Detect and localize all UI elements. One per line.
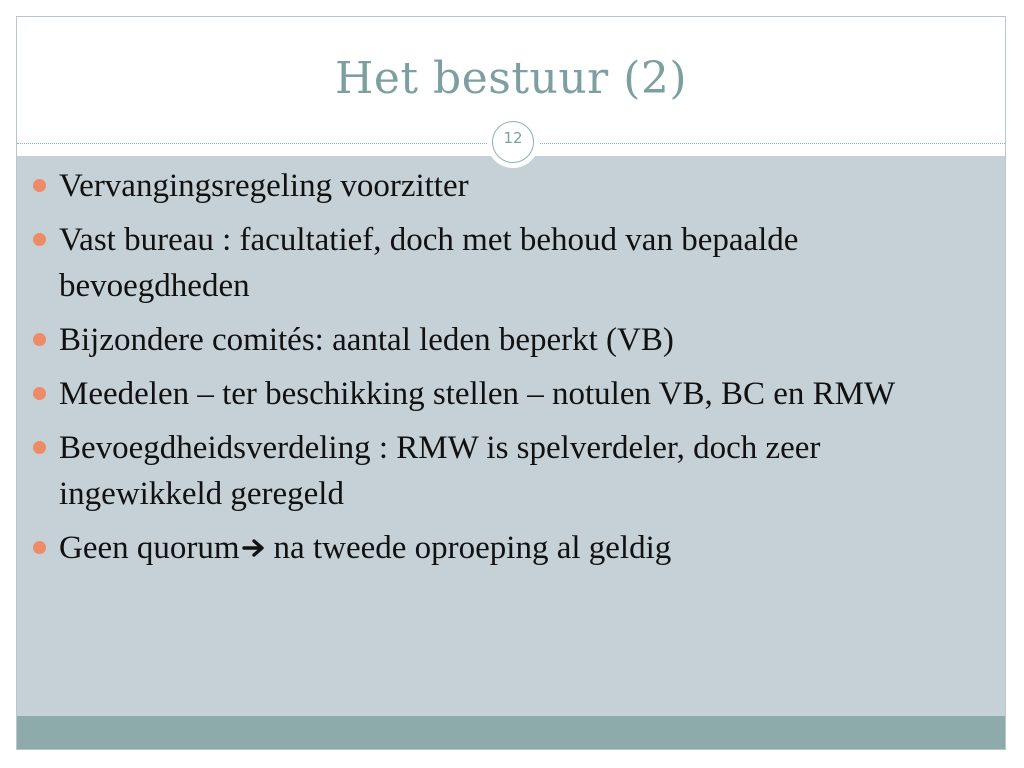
bullet-text-after-arrow: na tweede oproeping al geldig — [273, 530, 672, 566]
bullet-dot-icon — [33, 233, 46, 246]
bullet-dot-icon — [33, 333, 46, 346]
slide-title: Het bestuur (2) — [334, 53, 688, 104]
bullet-item — [30, 163, 970, 209]
page-number: 12 — [503, 129, 523, 147]
bullet-text: Bevoegdheidsverdeling : RMW is spelverdeler, doch zeer ingewikkeld geregeld — [59, 430, 821, 512]
page-number-badge — [487, 116, 539, 168]
bullet-dot-icon — [33, 441, 46, 454]
bullet-item — [30, 425, 970, 517]
bullet-text: Vast bureau : facultatief, doch met behoud van bepaalde bevoegdheden — [59, 222, 799, 304]
bullet-text: Vervangingsregeling voorzitter — [59, 168, 469, 204]
bullet-item — [30, 525, 970, 571]
bullet-item — [30, 371, 970, 417]
bullet-text: Bijzondere comités: aantal leden beperkt (VB) — [59, 322, 674, 358]
bullet-dot-icon — [33, 541, 46, 554]
footer-bar — [17, 716, 1005, 750]
right-arrow-icon — [242, 527, 268, 551]
bullet-text: Meedelen – ter beschikking stellen – notulen VB, BC en RMW — [59, 376, 896, 412]
bullet-dot-icon — [33, 179, 46, 192]
bullet-text-before-arrow: Geen quorum — [59, 530, 240, 566]
bullet-item — [30, 217, 970, 309]
bullet-list — [30, 163, 970, 579]
bullet-item — [30, 317, 970, 363]
bullet-dot-icon — [33, 387, 46, 400]
